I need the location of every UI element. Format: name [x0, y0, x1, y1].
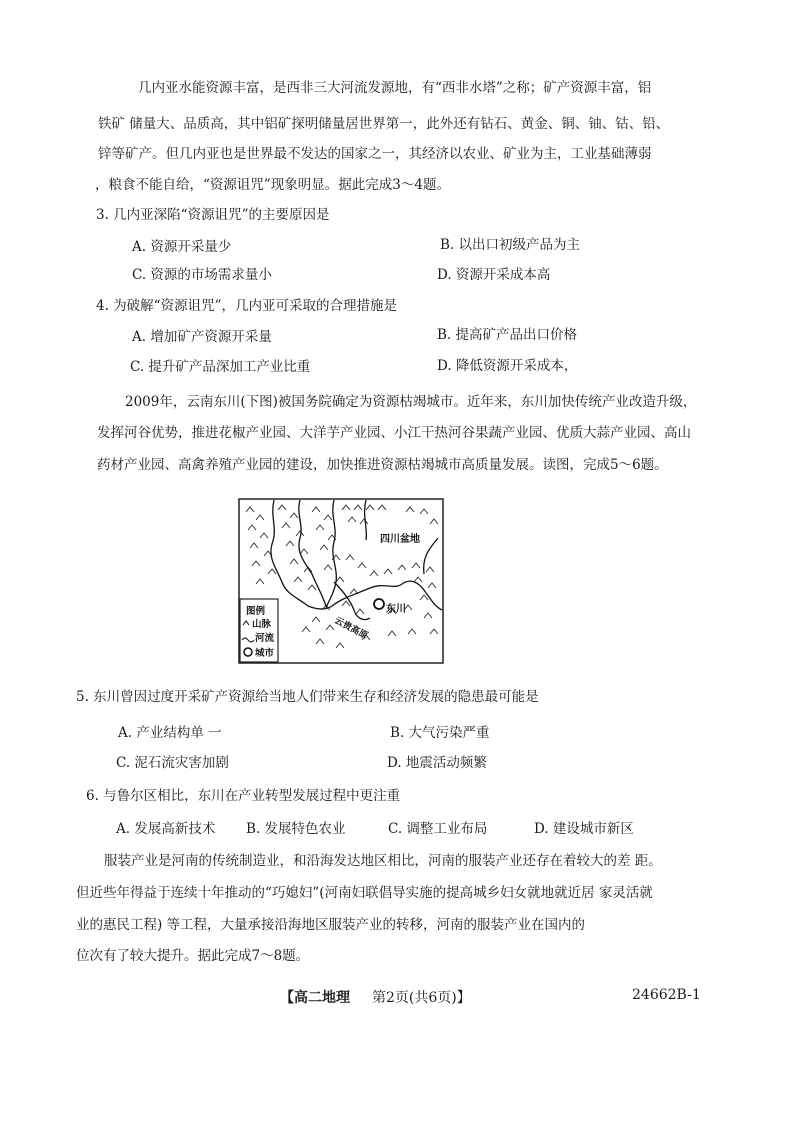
question-4-option-c[interactable]: C. 提升矿产品深加工产业比重: [130, 359, 311, 375]
legend-river: 河流: [255, 633, 275, 644]
passage-3-line-3: 业的惠民工程) 等工程，大量承接沿海地区服装产业的转移，河南的服装产业在国内的: [76, 917, 586, 933]
question-3-option-d[interactable]: D. 资源开采成本高: [437, 267, 551, 283]
passage-1-line-3: 锌等矿产。但几内亚也是世界最不发达的国家之一，其经济以农业、矿业为主，工业基础薄弱: [98, 146, 652, 162]
footer-subject: 【高二地理: [280, 990, 350, 1006]
question-6-option-a[interactable]: A. 发展高新技术: [116, 821, 216, 837]
passage-1-line-1: 几内亚水能资源丰富，是西非三大河流发源地，有“西非水塔”之称；矿产资源丰富，铝: [138, 80, 652, 96]
dongchuan-map: [238, 498, 444, 664]
legend-title: 图例: [246, 606, 266, 617]
question-5-option-d[interactable]: D. 地震活动频繁: [387, 755, 487, 771]
passage-1-line-2: 铁矿 储量大、品质高，其中铝矿探明储量居世界第一，此外还有钻石、黄金、铜、铀、钴、铅、: [98, 116, 670, 132]
question-4-option-d[interactable]: D. 降低资源开采成本，: [437, 358, 578, 374]
plateau-label: 云贵高原: [332, 615, 370, 642]
passage-2-line-3: 药材产业园、高禽养殖产业园的建设，加快推进资源枯竭城市高质量发展。读图，完成5～6题。: [97, 457, 668, 473]
question-3-stem: 3. 几内亚深陷“资源诅咒”的主要原因是: [96, 207, 330, 223]
basin-label: 四川盆地: [380, 534, 420, 545]
footer-code: 24662B-1: [632, 987, 701, 1003]
legend-city: 城市: [255, 648, 275, 659]
question-5-option-b[interactable]: B. 大气污染严重: [390, 725, 490, 741]
city-marker: [374, 599, 384, 609]
passage-3-line-1: 服装产业是河南的传统制造业，和沿海发达地区相比，河南的服装产业还存在着较大的差 距。: [104, 853, 662, 869]
map-legend: [240, 599, 278, 662]
passage-1-line-4: ，粮食不能自给，“资源诅咒”现象明显。据此完成3～4题。: [95, 177, 450, 193]
passage-3-line-2: 但近些年得益于连续十年推动的“巧媳妇”(河南妇联倡导实施的提高城乡妇女就地就近居 家灵活就: [76, 885, 653, 901]
question-4-option-a[interactable]: A. 增加矿产资源开采量: [132, 329, 272, 345]
question-5-option-c[interactable]: C. 泥石流灾害加剧: [116, 755, 229, 771]
question-6-option-c[interactable]: C. 调整工业布局: [388, 821, 488, 837]
passage-3-line-4: 位次有了较大提升。据此完成7～8题。: [76, 948, 310, 964]
legend-mountain: 山脉: [252, 619, 272, 630]
passage-2-line-1: 2009年，云南东川(下图)被国务院确定为资源枯竭城市。近年来，东川加快传统产业改造升级，: [125, 394, 697, 410]
question-3-option-c[interactable]: C. 资源的市场需求量小: [132, 267, 272, 283]
passage-2-line-2: 发挥河谷优势，推进花椒产业园、大洋芋产业园、小江干热河谷果蔬产业园、优质大蒜产业园、高山: [97, 425, 691, 441]
question-5-stem: 5. 东川曾因过度开采矿产资源给当地人们带来生存和经济发展的隐患最可能是: [76, 689, 539, 705]
question-5-option-a[interactable]: A. 产业结构单 一: [118, 725, 222, 741]
question-6-option-d[interactable]: D. 建设城市新区: [534, 821, 634, 837]
question-3-option-a[interactable]: A. 资源开采量少: [132, 239, 232, 255]
question-4-stem: 4. 为破解“资源诅咒”，几内亚可采取的合理措施是: [96, 298, 397, 314]
question-3-option-b[interactable]: B. 以出口初级产品为主: [440, 237, 581, 253]
footer-page: 第2页(共6页)】: [372, 990, 471, 1006]
question-6-option-b[interactable]: B. 发展特色农业: [246, 821, 346, 837]
city-label: 东川: [386, 604, 406, 615]
city-legend-icon: [244, 648, 252, 656]
question-4-option-b[interactable]: B. 提高矿产品出口价格: [437, 327, 578, 343]
question-6-stem: 6. 与鲁尔区相比，东川在产业转型发展过程中更注重: [86, 788, 401, 804]
